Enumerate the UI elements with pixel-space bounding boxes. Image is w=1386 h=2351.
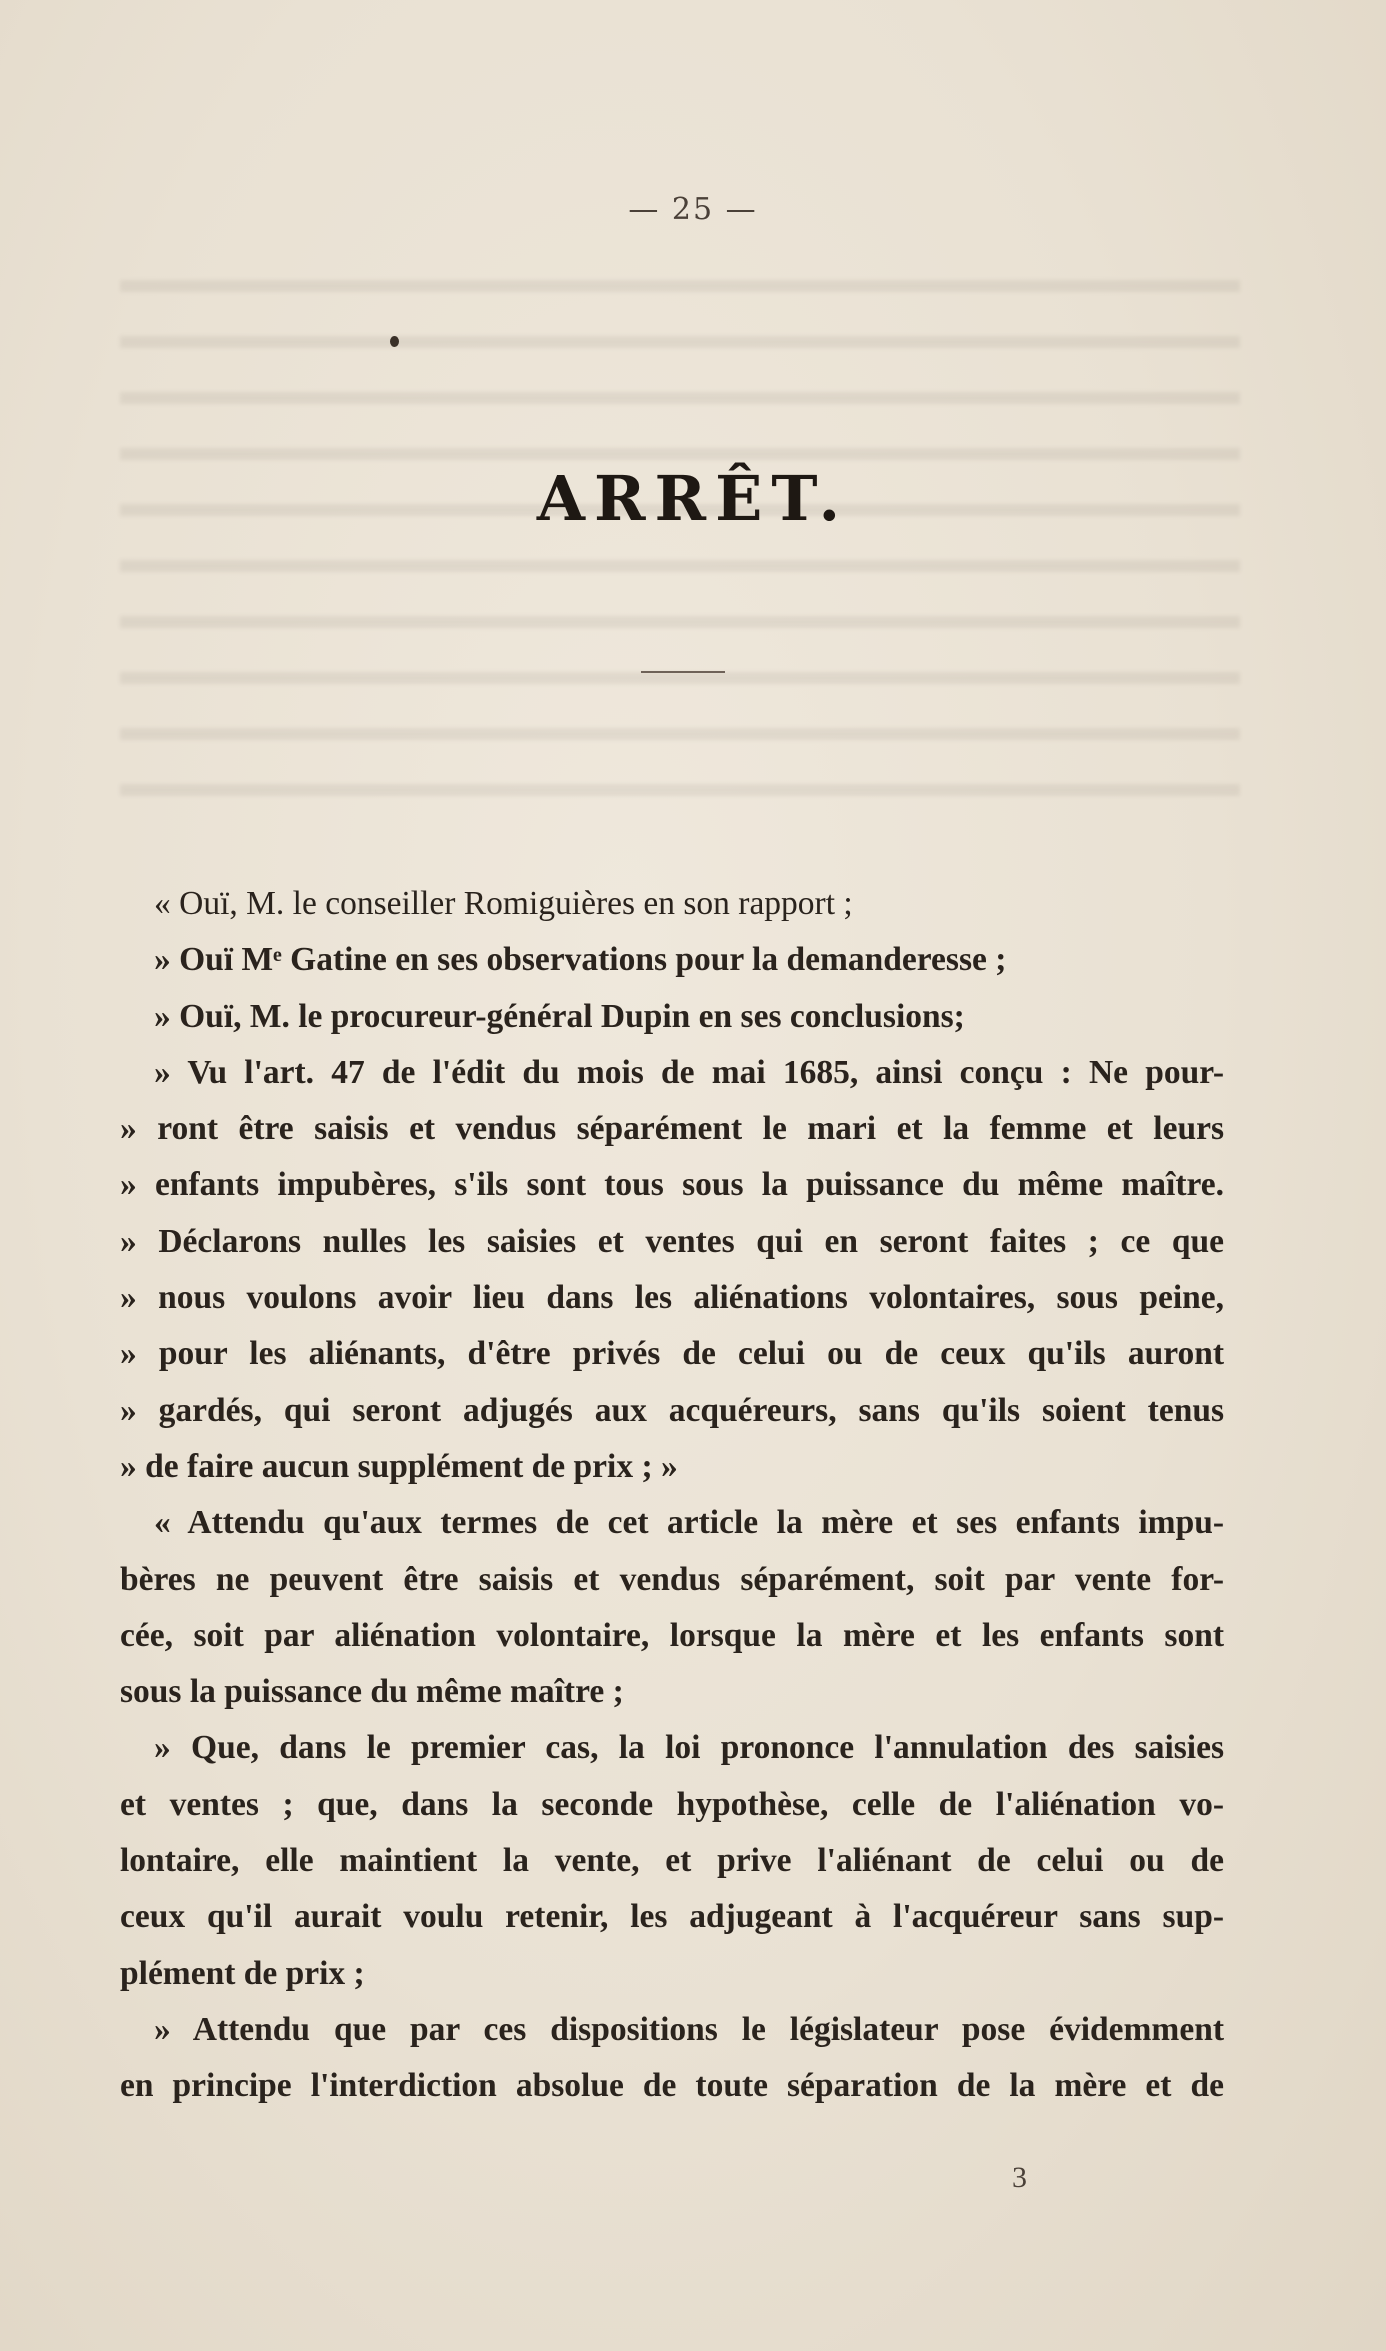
text-line: » Ouï, M. le procureur-général Dupin en ses conclusions; [154,997,965,1035]
text-line: cée, soit par aliénation volontaire, lorsque la mère et les enfants sont [120,1616,1224,1654]
text-line: » Déclarons nulles les saisies et ventes qui en seront faites ; ce que [120,1222,1224,1260]
text-line: lontaire, elle maintient la vente, et prive l'aliénant de celui ou de [120,1842,1224,1880]
text-line: bères ne peuvent être saisis et vendus séparément, soit par vente for- [120,1560,1224,1598]
page-number-header: — 25 — [628,192,758,227]
body-text [120,876,1224,2115]
text-line: « Attendu qu'aux termes de cet article la mère et ses enfants impu- [154,1504,1224,1542]
text-line: plément de prix ; [120,1954,365,1992]
text-line: » Que, dans le premier cas, la loi prononce l'annulation des saisies [154,1729,1224,1767]
text-line: en principe l'interdiction absolue de toute séparation de la mère et de [120,2067,1224,2105]
text-line: sous la puissance du même maître ; [120,1673,624,1711]
signature-mark: 3 [1012,2161,1027,2194]
page-title: ARRÊT. [536,462,850,535]
title-divider [641,671,725,673]
text-line: » de faire aucun supplément de prix ; » [120,1447,678,1485]
text-line: » gardés, qui seront adjugés aux acquéreurs, sans qu'ils soient tenus [120,1391,1224,1429]
text-line: » pour les aliénants, d'être privés de celui ou de ceux qu'ils auront [120,1335,1224,1373]
text-line: » ront être saisis et vendus séparément le mari et la femme et leurs [120,1110,1224,1148]
text-line: » Vu l'art. 47 de l'édit du mois de mai 1685, ainsi conçu : Ne pour- [154,1053,1224,1091]
text-line: et ventes ; que, dans la seconde hypothèse, celle de l'aliénation vo- [120,1785,1224,1823]
text-line: » enfants impubères, s'ils sont tous sous la puissance du même maître. [120,1166,1224,1204]
text-line: » Attendu que par ces dispositions le législateur pose évidemment [154,2010,1224,2048]
text-line: « Ouï, M. le conseiller Romiguières en son rapport ; [154,885,853,922]
ink-dot [390,336,399,347]
text-line: ceux qu'il aurait voulu retenir, les adjugeant à l'acquéreur sans sup- [120,1898,1224,1936]
text-line: » Ouï Mᵉ Gatine en ses observations pour la demanderesse ; [154,941,1007,979]
text-line: » nous voulons avoir lieu dans les aliénations volontaires, sous peine, [120,1279,1224,1317]
